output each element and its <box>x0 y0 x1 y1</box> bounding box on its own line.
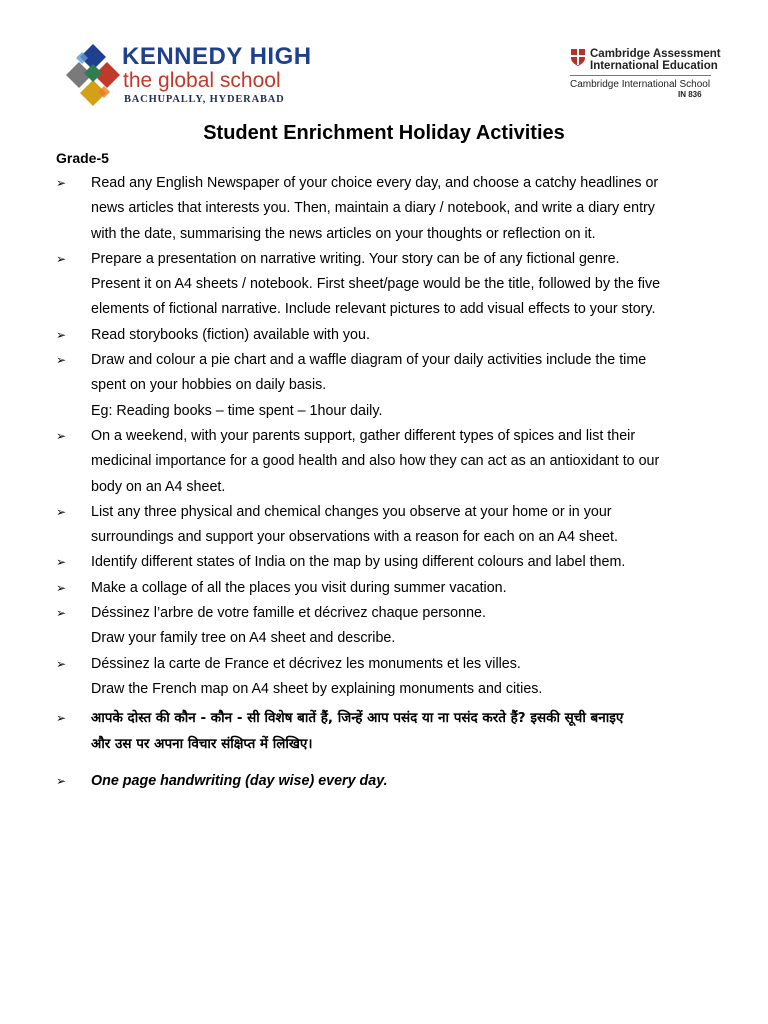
cambridge-divider <box>570 75 711 76</box>
page-header <box>0 0 768 112</box>
list-item <box>56 247 726 323</box>
cambridge-subtitle: International Education <box>590 60 718 72</box>
item-text: Eg: Reading books – time spent – 1hour daily. <box>91 402 383 419</box>
arrow-bullet-icon: ➢ <box>56 656 67 671</box>
item-text: medicinal importance for a good health and also how they can act as an antioxidant to our <box>91 453 660 470</box>
item-text: Déssinez la carte de France et décrivez les monuments et les villes. <box>91 655 521 672</box>
list-item-final <box>56 769 726 794</box>
item-text: On a weekend, with your parents support, gather different types of spices and list their <box>91 427 636 444</box>
arrow-bullet-icon: ➢ <box>56 327 67 342</box>
school-name: KENNEDY HIGH <box>122 43 312 70</box>
list-item <box>56 576 726 601</box>
cambridge-crest-icon <box>570 48 586 67</box>
item-text: Read any English Newspaper of your choice every day, and choose a catchy headlines or <box>91 175 659 191</box>
arrow-bullet-icon: ➢ <box>56 555 67 570</box>
list-item-hindi <box>56 705 726 757</box>
page-title: Student Enrichment Holiday Activities <box>203 122 565 144</box>
grade-label: Grade-5 <box>56 150 109 166</box>
arrow-bullet-icon: ➢ <box>56 606 67 621</box>
school-logo-icon <box>58 42 128 108</box>
arrow-bullet-icon: ➢ <box>56 176 67 190</box>
item-text: Prepare a presentation on narrative writing. Your story can be of any fictional genre. <box>91 250 620 267</box>
arrow-bullet-icon: ➢ <box>56 353 67 368</box>
arrow-bullet-icon: ➢ <box>56 580 67 595</box>
list-item <box>56 424 726 500</box>
list-item <box>56 601 726 652</box>
arrow-bullet-icon: ➢ <box>56 504 67 519</box>
item-text: Draw your family tree on A4 sheet and describe. <box>91 630 396 647</box>
cambridge-code: IN 836 <box>678 90 702 99</box>
item-text: with the date, summarising the news articles on your thoughts or reflection on it. <box>91 225 596 242</box>
activity-list <box>56 171 726 795</box>
arrow-bullet-icon: ➢ <box>56 774 67 789</box>
school-subtitle: the global school <box>123 69 281 92</box>
item-text: Identify different states of India on the map by using different colours and label them. <box>91 554 626 571</box>
item-text: Déssinez l’arbre de votre famille et décrivez chaque personne. <box>91 605 486 622</box>
item-text: body on an A4 sheet. <box>91 478 226 495</box>
list-item <box>56 171 726 247</box>
arrow-bullet-icon: ➢ <box>56 711 67 726</box>
cambridge-school-label: Cambridge International School <box>570 79 711 90</box>
item-text: Make a collage of all the places you visit during summer vacation. <box>91 579 507 596</box>
item-text: One page handwriting (day wise) every day. <box>91 773 388 790</box>
item-text: Draw and colour a pie chart and a waffle diagram of your daily activities include the time <box>91 352 647 369</box>
item-text: Present it on A4 sheets / notebook. First sheet/page would be the title, followed by the five <box>91 276 661 293</box>
item-text: surroundings and support your observations with a reason for each on an A4 sheet. <box>91 529 618 546</box>
list-item <box>56 652 726 703</box>
item-text: आपके दोस्त की कौन - कौन - सी विशेष बातें हैं, जिन्हें आप पसंद या ना पसंद करते हैं? इसकी सूची बनाइए <box>91 710 624 727</box>
list-item <box>56 550 726 575</box>
list-item <box>56 348 726 424</box>
school-location: BACHUPALLY, HYDERABAD <box>124 94 285 105</box>
item-text: List any three physical and chemical changes you observe at your home or in your <box>91 503 612 520</box>
cambridge-title: Cambridge Assessment <box>590 48 721 60</box>
list-item <box>56 500 726 551</box>
item-text: और उस पर अपना विचार संक्षिप्त में लिखिए। <box>91 736 313 753</box>
arrow-bullet-icon: ➢ <box>56 251 67 266</box>
item-text: news articles that interests you. Then, maintain a diary / notebook, and write a diary entry <box>91 200 655 217</box>
item-text: spent on your hobbies on daily basis. <box>91 377 327 394</box>
item-text: Draw the French map on A4 sheet by explaining monuments and cities. <box>91 680 543 697</box>
item-text: Read storybooks (fiction) available with you. <box>91 326 370 343</box>
list-item <box>56 323 726 348</box>
arrow-bullet-icon: ➢ <box>56 428 67 443</box>
item-text: elements of fictional narrative. Include relevant pictures to add visual effects to your story. <box>91 301 656 318</box>
